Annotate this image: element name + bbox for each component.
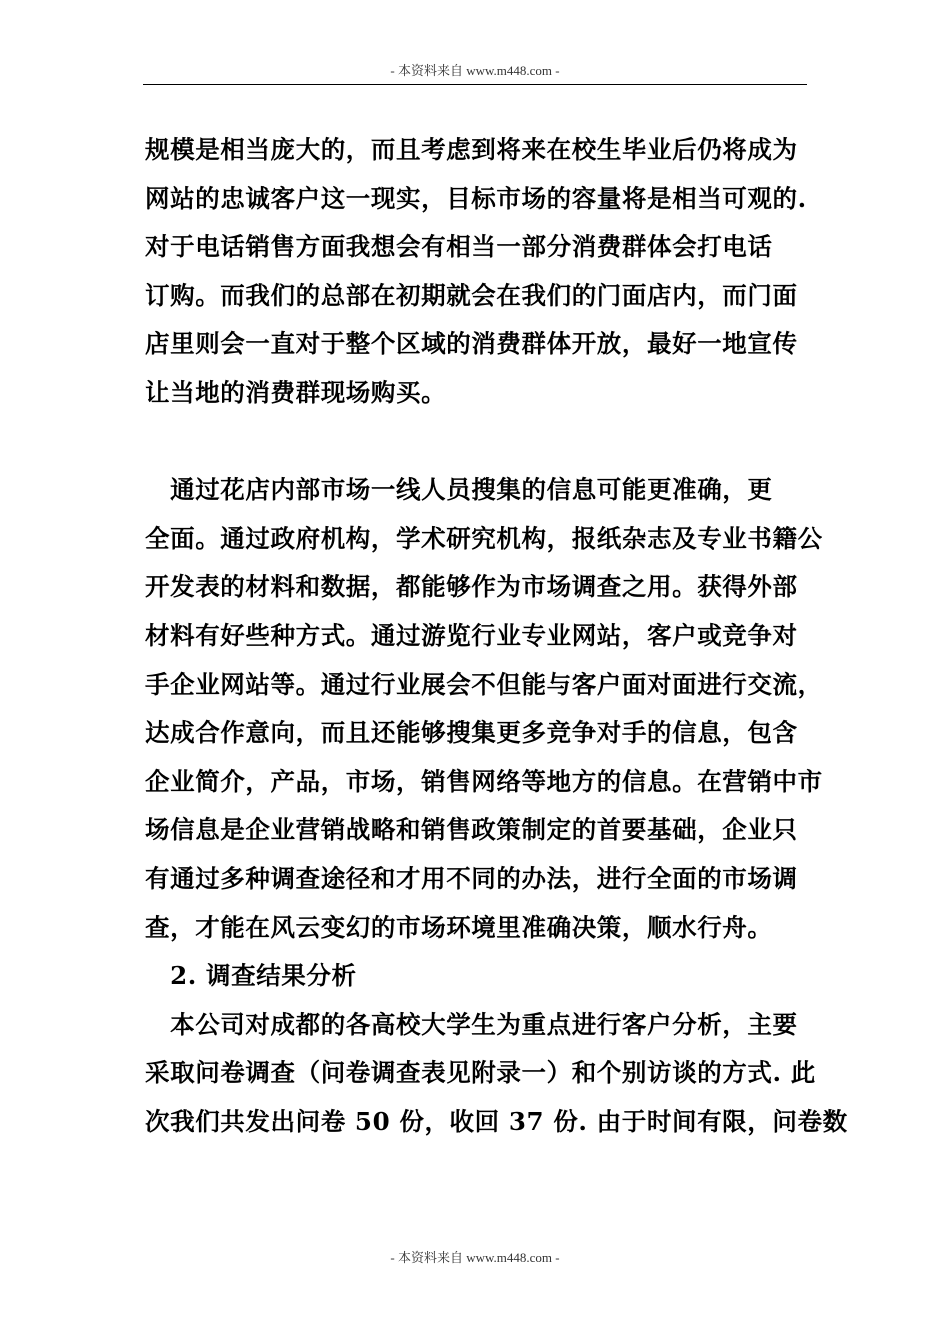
document-body	[145, 126, 848, 1146]
text-line: 有通过多种调查途径和才用不同的办法，进行全面的市场调	[145, 863, 798, 893]
section-heading: 2. 调查结果分析	[145, 961, 357, 991]
text-line: 场信息是企业营销战略和销售政策制定的首要基础，企业只	[145, 815, 798, 845]
text-line: 对于电话销售方面我想会有相当一部分消费群体会打电话	[145, 232, 773, 262]
text-line: 本公司对成都的各高校大学生为重点进行客户分析，主要	[145, 1009, 798, 1039]
text-line: 全面。通过政府机构，学术研究机构，报纸杂志及专业书籍公	[145, 523, 823, 553]
text-line: 采取问卷调查（问卷调查表见附录一）和个别访谈的方式. 此	[145, 1058, 816, 1088]
text-line: 材料有好些种方式。通过游览行业专业网站，客户或竞争对	[145, 620, 798, 650]
paragraph-gap	[145, 418, 825, 467]
text-line: 查，才能在风云变幻的市场环境里准确决策，顺水行舟。	[145, 912, 773, 942]
text-line: 手企业网站等。通过行业展会不但能与客户面对面进行交流，	[145, 669, 823, 699]
text-line: 达成合作意向，而且还能够搜集更多竞争对手的信息，包含	[145, 718, 798, 748]
text-line: 次我们共发出问卷 50 份，收回 37 份. 由于时间有限，问卷数	[145, 1106, 848, 1136]
text-line: 订购。而我们的总部在初期就会在我们的门面店内，而门面	[145, 280, 798, 310]
text-line: 企业简介，产品，市场，销售网络等地方的信息。在营销中市	[145, 766, 823, 796]
page-header: - 本资料来自 www.m448.com -	[390, 63, 560, 78]
text-line: 开发表的材料和数据，都能够作为市场调查之用。获得外部	[145, 572, 798, 602]
page-footer: - 本资料来自 www.m448.com -	[390, 1250, 560, 1265]
text-line: 规模是相当庞大的，而且考虑到将来在校生毕业后仍将成为	[145, 135, 798, 164]
text-line: 网站的忠诚客户这一现实，目标市场的容量将是相当可观的.	[145, 183, 807, 213]
text-line: 让当地的消费群现场购买。	[145, 377, 447, 407]
header-divider	[143, 84, 807, 85]
text-line: 通过花店内部市场一线人员搜集的信息可能更准确，更	[145, 475, 773, 505]
text-line: 店里则会一直对于整个区域的消费群体开放，最好一地宣传	[145, 329, 798, 359]
